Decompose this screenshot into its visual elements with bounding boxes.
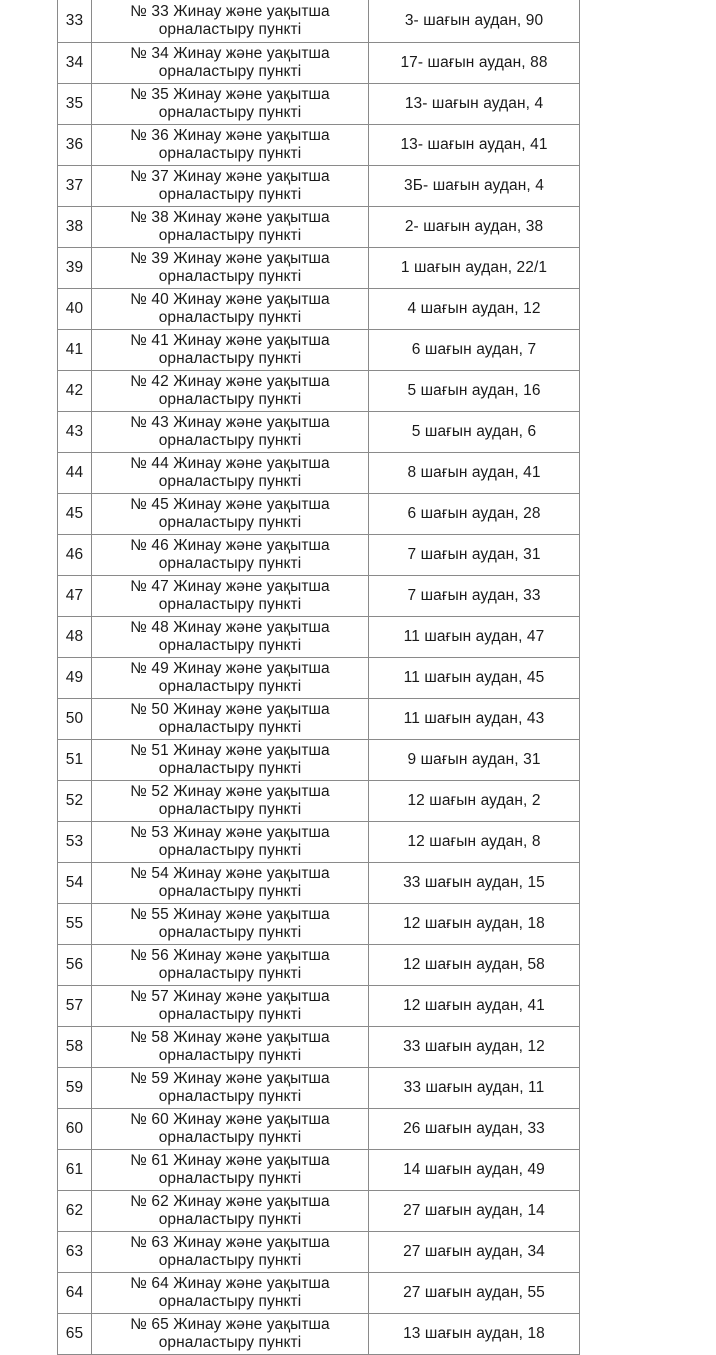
point-name-line-2: орналастыру пункті bbox=[158, 186, 302, 203]
point-name-line-2: орналастыру пункті bbox=[158, 637, 302, 654]
point-name-line-1: № 36 Жинау және уақытша bbox=[130, 126, 330, 144]
row-number-cell: 41 bbox=[58, 330, 92, 371]
row-number-cell: 42 bbox=[58, 371, 92, 412]
address-cell: 13- шағын аудан, 41 bbox=[369, 125, 580, 166]
point-name-cell bbox=[92, 248, 369, 289]
row-number-cell: 60 bbox=[58, 1109, 92, 1150]
row-number-cell: 52 bbox=[58, 781, 92, 822]
point-name-line-1: № 52 Жинау және уақытша bbox=[130, 782, 330, 800]
address-cell: 14 шағын аудан, 49 bbox=[369, 1150, 580, 1191]
table-row bbox=[58, 1150, 580, 1191]
address-cell: 3Б- шағын аудан, 4 bbox=[369, 166, 580, 207]
point-name-cell bbox=[92, 699, 369, 740]
point-name-cell bbox=[92, 1273, 369, 1314]
table-row bbox=[58, 945, 580, 986]
address-cell: 11 шағын аудан, 43 bbox=[369, 699, 580, 740]
address-cell: 4 шағын аудан, 12 bbox=[369, 289, 580, 330]
point-name-line-2: орналастыру пункті bbox=[158, 104, 302, 121]
point-name-line-1: № 54 Жинау және уақытша bbox=[130, 864, 330, 882]
point-name-line-1: № 35 Жинау және уақытша bbox=[130, 85, 330, 103]
address-cell: 3- шағын аудан, 90 bbox=[369, 0, 580, 43]
point-name-line-2: орналастыру пункті bbox=[158, 1211, 302, 1228]
table-row bbox=[58, 1273, 580, 1314]
point-name-line-1: № 34 Жинау және уақытша bbox=[130, 44, 330, 62]
table-row bbox=[58, 207, 580, 248]
table-row bbox=[58, 248, 580, 289]
point-name-cell bbox=[92, 945, 369, 986]
point-name-line-2: орналастыру пункті bbox=[158, 719, 302, 736]
point-name-line-2: орналастыру пункті bbox=[158, 1293, 302, 1310]
point-name-line-2: орналастыру пункті bbox=[158, 801, 302, 818]
row-number-cell: 37 bbox=[58, 166, 92, 207]
address-cell: 7 шағын аудан, 31 bbox=[369, 535, 580, 576]
point-name-cell bbox=[92, 822, 369, 863]
address-cell: 12 шағын аудан, 41 bbox=[369, 986, 580, 1027]
row-number-cell: 46 bbox=[58, 535, 92, 576]
table-row bbox=[58, 453, 580, 494]
point-name-line-1: № 58 Жинау және уақытша bbox=[130, 1028, 330, 1046]
point-name-line-2: орналастыру пункті bbox=[158, 1252, 302, 1269]
point-name-cell bbox=[92, 617, 369, 658]
table-row bbox=[58, 781, 580, 822]
address-cell: 11 шағын аудан, 45 bbox=[369, 658, 580, 699]
point-name-cell bbox=[92, 494, 369, 535]
points-table-body bbox=[58, 0, 580, 1355]
address-cell: 26 шағын аудан, 33 bbox=[369, 1109, 580, 1150]
point-name-line-1: № 40 Жинау және уақытша bbox=[130, 290, 330, 308]
point-name-cell bbox=[92, 1150, 369, 1191]
point-name-cell bbox=[92, 904, 369, 945]
row-number-cell: 54 bbox=[58, 863, 92, 904]
address-cell: 12 шағын аудан, 2 bbox=[369, 781, 580, 822]
table-row bbox=[58, 658, 580, 699]
point-name-line-2: орналастыру пункті bbox=[158, 514, 302, 531]
points-table-container bbox=[57, 0, 579, 1355]
point-name-line-2: орналастыру пункті bbox=[158, 1129, 302, 1146]
table-row bbox=[58, 1027, 580, 1068]
table-row bbox=[58, 1191, 580, 1232]
point-name-cell bbox=[92, 576, 369, 617]
row-number-cell: 38 bbox=[58, 207, 92, 248]
point-name-line-1: № 50 Жинау және уақытша bbox=[130, 700, 330, 718]
table-row bbox=[58, 43, 580, 84]
point-name-line-1: № 61 Жинау және уақытша bbox=[130, 1151, 330, 1169]
point-name-cell bbox=[92, 1068, 369, 1109]
point-name-line-1: № 41 Жинау және уақытша bbox=[130, 331, 330, 349]
address-cell: 33 шағын аудан, 11 bbox=[369, 1068, 580, 1109]
point-name-line-2: орналастыру пункті bbox=[158, 21, 302, 38]
point-name-cell bbox=[92, 1314, 369, 1355]
point-name-line-2: орналастыру пункті bbox=[158, 555, 302, 572]
point-name-line-1: № 43 Жинау және уақытша bbox=[130, 413, 330, 431]
row-number-cell: 64 bbox=[58, 1273, 92, 1314]
address-cell: 5 шағын аудан, 6 bbox=[369, 412, 580, 453]
point-name-line-2: орналастыру пункті bbox=[158, 391, 302, 408]
point-name-line-1: № 57 Жинау және уақытша bbox=[130, 987, 330, 1005]
point-name-cell bbox=[92, 412, 369, 453]
row-number-cell: 43 bbox=[58, 412, 92, 453]
point-name-line-1: № 38 Жинау және уақытша bbox=[130, 208, 330, 226]
point-name-line-1: № 44 Жинау және уақытша bbox=[130, 454, 330, 472]
point-name-line-1: № 42 Жинау және уақытша bbox=[130, 372, 330, 390]
table-row bbox=[58, 0, 580, 43]
point-name-cell bbox=[92, 1232, 369, 1273]
point-name-cell bbox=[92, 1027, 369, 1068]
point-name-cell bbox=[92, 453, 369, 494]
point-name-line-2: орналастыру пункті bbox=[158, 842, 302, 859]
point-name-line-1: № 33 Жинау және уақытша bbox=[130, 2, 330, 20]
row-number-cell: 44 bbox=[58, 453, 92, 494]
row-number-cell: 48 bbox=[58, 617, 92, 658]
point-name-line-1: № 64 Жинау және уақытша bbox=[130, 1274, 330, 1292]
address-cell: 1 шағын аудан, 22/1 bbox=[369, 248, 580, 289]
row-number-cell: 49 bbox=[58, 658, 92, 699]
point-name-line-1: № 47 Жинау және уақытша bbox=[130, 577, 330, 595]
point-name-cell bbox=[92, 84, 369, 125]
point-name-cell bbox=[92, 207, 369, 248]
row-number-cell: 61 bbox=[58, 1150, 92, 1191]
table-row bbox=[58, 986, 580, 1027]
point-name-line-1: № 53 Жинау және уақытша bbox=[130, 823, 330, 841]
table-row bbox=[58, 822, 580, 863]
row-number-cell: 47 bbox=[58, 576, 92, 617]
table-row bbox=[58, 740, 580, 781]
point-name-line-2: орналастыру пункті bbox=[158, 1047, 302, 1064]
point-name-line-2: орналастыру пункті bbox=[158, 227, 302, 244]
point-name-line-1: № 46 Жинау және уақытша bbox=[130, 536, 330, 554]
row-number-cell: 62 bbox=[58, 1191, 92, 1232]
table-row bbox=[58, 576, 580, 617]
table-row bbox=[58, 699, 580, 740]
point-name-line-2: орналастыру пункті bbox=[158, 1170, 302, 1187]
point-name-line-2: орналастыру пункті bbox=[158, 596, 302, 613]
point-name-line-1: № 63 Жинау және уақытша bbox=[130, 1233, 330, 1251]
row-number-cell: 56 bbox=[58, 945, 92, 986]
row-number-cell: 33 bbox=[58, 0, 92, 43]
address-cell: 13 шағын аудан, 18 bbox=[369, 1314, 580, 1355]
point-name-cell bbox=[92, 0, 369, 43]
address-cell: 13- шағын аудан, 4 bbox=[369, 84, 580, 125]
row-number-cell: 45 bbox=[58, 494, 92, 535]
address-cell: 2- шағын аудан, 38 bbox=[369, 207, 580, 248]
address-cell: 9 шағын аудан, 31 bbox=[369, 740, 580, 781]
point-name-cell bbox=[92, 166, 369, 207]
address-cell: 27 шағын аудан, 55 bbox=[369, 1273, 580, 1314]
point-name-line-1: № 49 Жинау және уақытша bbox=[130, 659, 330, 677]
point-name-cell bbox=[92, 535, 369, 576]
address-cell: 6 шағын аудан, 7 bbox=[369, 330, 580, 371]
point-name-line-2: орналастыру пункті bbox=[158, 678, 302, 695]
point-name-line-1: № 39 Жинау және уақытша bbox=[130, 249, 330, 267]
point-name-line-2: орналастыру пункті bbox=[158, 1088, 302, 1105]
row-number-cell: 63 bbox=[58, 1232, 92, 1273]
point-name-line-1: № 51 Жинау және уақытша bbox=[130, 741, 330, 759]
table-row bbox=[58, 1068, 580, 1109]
point-name-line-1: № 45 Жинау және уақытша bbox=[130, 495, 330, 513]
table-row bbox=[58, 330, 580, 371]
address-cell: 27 шағын аудан, 14 bbox=[369, 1191, 580, 1232]
table-row bbox=[58, 535, 580, 576]
address-cell: 6 шағын аудан, 28 bbox=[369, 494, 580, 535]
point-name-cell bbox=[92, 125, 369, 166]
point-name-cell bbox=[92, 371, 369, 412]
point-name-cell bbox=[92, 1191, 369, 1232]
point-name-line-1: № 62 Жинау және уақытша bbox=[130, 1192, 330, 1210]
point-name-line-2: орналастыру пункті bbox=[158, 883, 302, 900]
point-name-line-2: орналастыру пункті bbox=[158, 145, 302, 162]
row-number-cell: 50 bbox=[58, 699, 92, 740]
point-name-cell bbox=[92, 863, 369, 904]
table-row bbox=[58, 289, 580, 330]
table-row bbox=[58, 617, 580, 658]
address-cell: 7 шағын аудан, 33 bbox=[369, 576, 580, 617]
point-name-cell bbox=[92, 986, 369, 1027]
address-cell: 33 шағын аудан, 12 bbox=[369, 1027, 580, 1068]
point-name-line-2: орналастыру пункті bbox=[158, 309, 302, 326]
row-number-cell: 51 bbox=[58, 740, 92, 781]
address-cell: 27 шағын аудан, 34 bbox=[369, 1232, 580, 1273]
table-row bbox=[58, 1109, 580, 1150]
point-name-line-1: № 55 Жинау және уақытша bbox=[130, 905, 330, 923]
address-cell: 12 шағын аудан, 18 bbox=[369, 904, 580, 945]
address-cell: 33 шағын аудан, 15 bbox=[369, 863, 580, 904]
address-cell: 12 шағын аудан, 8 bbox=[369, 822, 580, 863]
row-number-cell: 36 bbox=[58, 125, 92, 166]
point-name-cell bbox=[92, 781, 369, 822]
point-name-line-1: № 60 Жинау және уақытша bbox=[130, 1110, 330, 1128]
address-cell: 5 шағын аудан, 16 bbox=[369, 371, 580, 412]
table-row bbox=[58, 904, 580, 945]
point-name-line-1: № 65 Жинау және уақытша bbox=[130, 1315, 330, 1333]
row-number-cell: 58 bbox=[58, 1027, 92, 1068]
row-number-cell: 35 bbox=[58, 84, 92, 125]
points-table bbox=[57, 0, 580, 1355]
point-name-cell bbox=[92, 289, 369, 330]
table-row bbox=[58, 1314, 580, 1355]
table-row bbox=[58, 494, 580, 535]
table-row bbox=[58, 863, 580, 904]
point-name-line-2: орналастыру пункті bbox=[158, 473, 302, 490]
point-name-line-2: орналастыру пункті bbox=[158, 63, 302, 80]
table-row bbox=[58, 125, 580, 166]
point-name-cell bbox=[92, 330, 369, 371]
address-cell: 12 шағын аудан, 58 bbox=[369, 945, 580, 986]
point-name-cell bbox=[92, 1109, 369, 1150]
row-number-cell: 59 bbox=[58, 1068, 92, 1109]
row-number-cell: 34 bbox=[58, 43, 92, 84]
point-name-line-2: орналастыру пункті bbox=[158, 924, 302, 941]
point-name-line-1: № 59 Жинау және уақытша bbox=[130, 1069, 330, 1087]
point-name-line-2: орналастыру пункті bbox=[158, 1006, 302, 1023]
row-number-cell: 55 bbox=[58, 904, 92, 945]
table-row bbox=[58, 1232, 580, 1273]
address-cell: 17- шағын аудан, 88 bbox=[369, 43, 580, 84]
point-name-line-2: орналастыру пункті bbox=[158, 760, 302, 777]
table-row bbox=[58, 84, 580, 125]
point-name-line-2: орналастыру пункті bbox=[158, 432, 302, 449]
table-row bbox=[58, 412, 580, 453]
point-name-cell bbox=[92, 43, 369, 84]
row-number-cell: 65 bbox=[58, 1314, 92, 1355]
point-name-line-2: орналастыру пункті bbox=[158, 965, 302, 982]
row-number-cell: 39 bbox=[58, 248, 92, 289]
point-name-cell bbox=[92, 740, 369, 781]
point-name-line-1: № 37 Жинау және уақытша bbox=[130, 167, 330, 185]
point-name-line-2: орналастыру пункті bbox=[158, 350, 302, 367]
row-number-cell: 40 bbox=[58, 289, 92, 330]
address-cell: 11 шағын аудан, 47 bbox=[369, 617, 580, 658]
table-row bbox=[58, 371, 580, 412]
row-number-cell: 53 bbox=[58, 822, 92, 863]
point-name-line-2: орналастыру пункті bbox=[158, 1334, 302, 1351]
table-row bbox=[58, 166, 580, 207]
point-name-cell bbox=[92, 658, 369, 699]
address-cell: 8 шағын аудан, 41 bbox=[369, 453, 580, 494]
point-name-line-1: № 48 Жинау және уақытша bbox=[130, 618, 330, 636]
point-name-line-1: № 56 Жинау және уақытша bbox=[130, 946, 330, 964]
row-number-cell: 57 bbox=[58, 986, 92, 1027]
point-name-line-2: орналастыру пункті bbox=[158, 268, 302, 285]
